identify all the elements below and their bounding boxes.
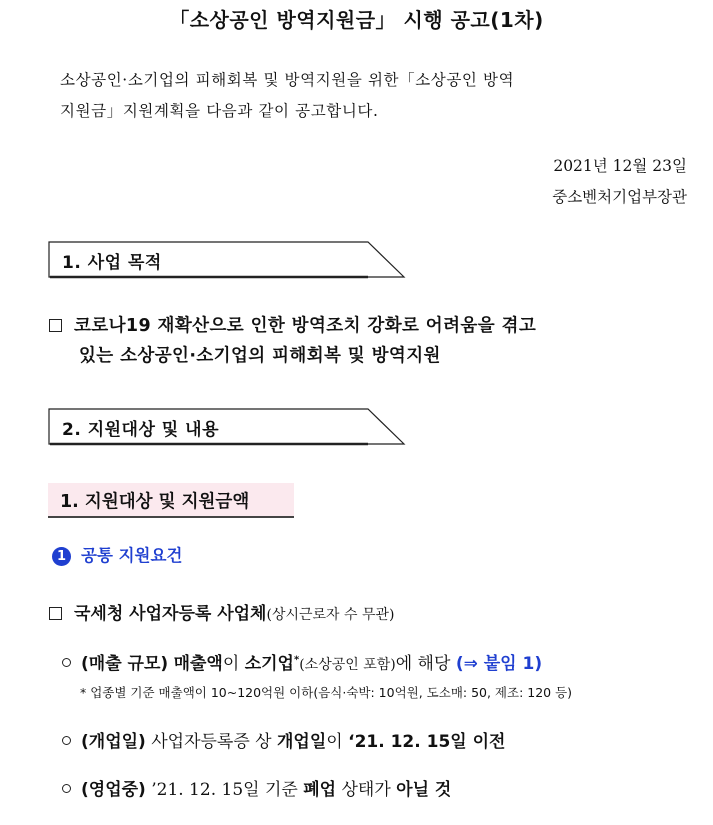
intro-line-1: 소상공인·소기업의 피해회복 및 방역지원을 위한「소상공인 방역 [60,71,515,89]
operating-item [62,775,451,800]
operating-condition: 아닐 것 [396,780,452,800]
section-1-label: 1. 사업 목적 [62,253,162,273]
sales-smallbiz: 소기업 [244,654,294,674]
subsection-label: 1. 지원대상 및 지원금액 [60,492,250,512]
checkbox-icon [49,607,62,620]
requirement-text: 국세청 사업자등록 사업체 [74,604,267,624]
subsection-header [48,483,294,518]
purpose-line-1: 코로나19 재확산으로 인한 방역조치 강화로 어려움을 겪고 [74,316,537,336]
sales-item [62,649,542,674]
purpose-item [49,312,536,337]
operating-date: ’21. 12. 15일 기준 [151,780,298,800]
sales-term: 매출액 [173,654,223,674]
announcement-date: 2021년 12월 23일 [553,157,687,175]
footnote-star: * [293,654,300,666]
sales-footnote: * 업종별 기준 매출액이 10~120억원 이하(음식·숙박: 10억원, 도소매: 50, 제조: 120 등) [80,685,573,700]
issuer: 중소벤처기업부장관 [552,188,687,206]
purpose-line-2: 있는 소상공인·소기업의 피해회복 및 방역지원 [79,346,441,366]
requirement-item [49,599,395,624]
circle-bullet-icon [62,658,71,667]
intro-line-2: 지원금」지원계획을 다음과 같이 공고합니다. [60,102,379,120]
operating-closure: 폐업 [303,780,337,800]
sales-paren: (소상공인 포함) [299,657,396,673]
requirement-note: (상시근로자 수 무관) [266,607,395,623]
common-label: 공통 지원요건 [81,546,183,565]
sales-head: (매출 규모) [81,654,169,674]
circle-bullet-icon [62,736,71,745]
open-deadline: ‘21. 12. 15일 이전 [348,732,506,752]
section-2-header [48,408,404,444]
sales-particle: 이 [222,654,240,674]
common-requirements-heading [52,542,182,566]
page-title: 「소상공인 방역지원금」 시행 공고(1차) [169,8,544,32]
operating-state: 상태가 [341,780,391,800]
section-2-label: 2. 지원대상 및 내용 [62,420,219,440]
open-date-item [62,727,505,752]
sales-tail: 에 해당 [395,654,451,674]
checkbox-icon [49,319,62,332]
operating-head: (영업중) [81,780,146,800]
open-term: 개업일 [276,732,327,752]
annex-1-reference: (⇒ 붙임 1) [455,654,543,674]
open-text: 사업자등록증 상 [151,732,272,752]
open-head: (개업일) [81,732,146,752]
circle-bullet-icon [62,784,71,793]
section-1-header [48,241,404,277]
open-particle: 이 [326,732,343,752]
number-one-icon: 1 [52,547,71,566]
